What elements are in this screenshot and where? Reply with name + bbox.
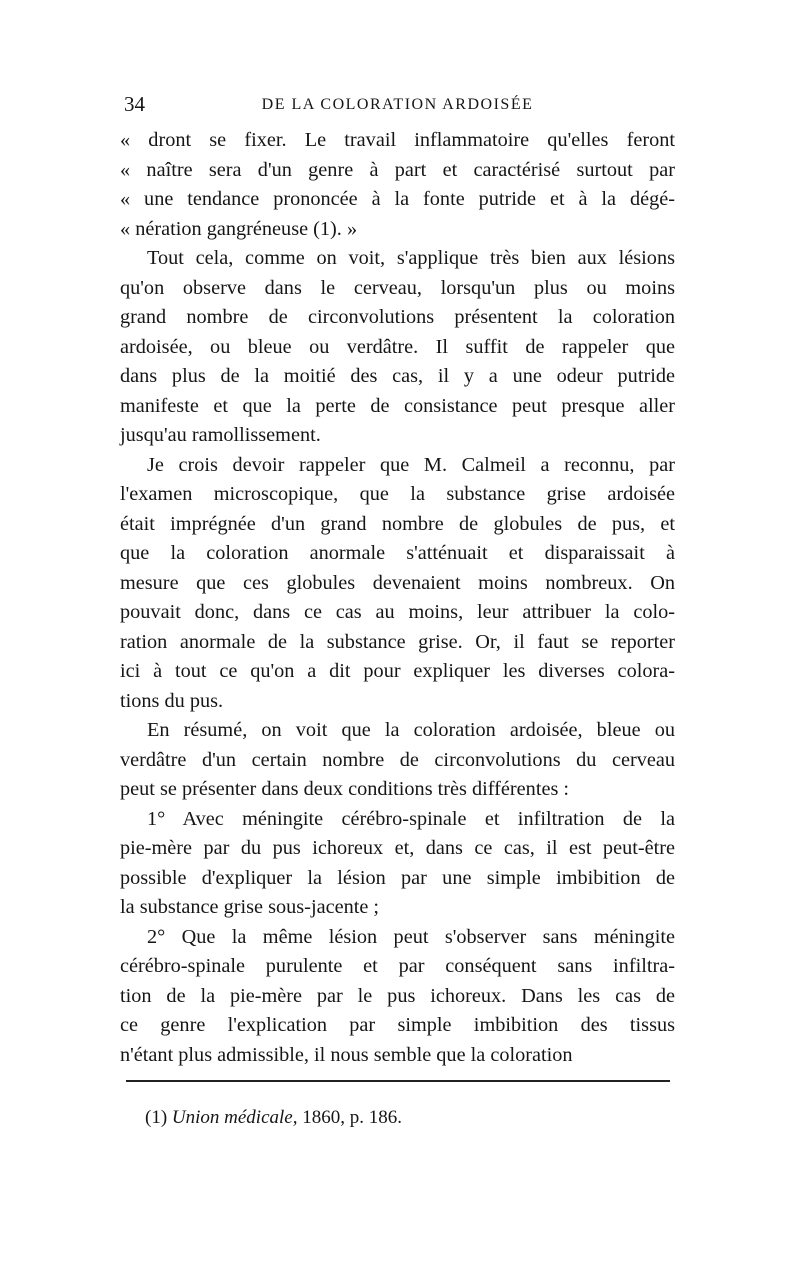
text-line: « nération gangréneuse (1). » [120, 217, 358, 240]
paragraph [120, 805, 675, 923]
footnote-rule [126, 1080, 670, 1082]
text-line: dans plus de la moitié des cas, il y a une odeur putride [120, 365, 675, 387]
text-line: peut se présenter dans deux conditions très différentes : [120, 778, 570, 800]
text-line: n'étant plus admissible, il nous semble que la coloration [120, 1043, 573, 1066]
footnote-citation: 1860, p. 186. [302, 1107, 402, 1128]
text-line: la substance grise sous-jacente ; [120, 896, 380, 918]
footnote-source: Union médicale, [171, 1107, 298, 1128]
text-line: En résumé, on voit que la coloration ardoisée, bleue ou [147, 719, 675, 741]
paragraph [120, 451, 675, 717]
page-header [120, 92, 675, 122]
page-number: 34 [124, 92, 145, 116]
text-line: manifeste et que la perte de consistance peut presque aller [120, 394, 675, 417]
text-line: était imprégnée d'un grand nombre de globules de pus, et [120, 512, 675, 535]
paragraph [120, 244, 675, 451]
text-line: l'examen microscopique, que la substance grise ardoisée [120, 483, 675, 505]
text-line: ration anormale de la substance grise. Or, il faut se reporter [120, 630, 675, 653]
paragraph [120, 716, 675, 805]
text-line: « naître sera d'un genre à part et caractérisé surtout par [120, 158, 675, 181]
text-line: « une tendance prononcée à la fonte putride et à la dégé- [120, 188, 675, 210]
text-line: verdâtre d'un certain nombre de circonvolutions du cerveau [120, 748, 675, 771]
text-line: jusqu'au ramollissement. [120, 424, 321, 446]
text-line: ce genre l'explication par simple imbibition des tissus [120, 1014, 675, 1036]
footnote [145, 1107, 402, 1129]
text-line: que la coloration anormale s'atténuait et disparaissait à [120, 542, 675, 564]
text-line: qu'on observe dans le cerveau, lorsqu'un plus ou moins [120, 276, 675, 299]
paragraph [120, 126, 675, 244]
page-body [120, 126, 675, 1070]
text-line: grand nombre de circonvolutions présentent la coloration [120, 306, 675, 328]
running-head: DE LA COLORATION ARDOISÉE [261, 96, 534, 113]
text-line: cérébro-spinale purulente et par conséquent sans infiltra- [120, 955, 675, 977]
text-line: tions du pus. [120, 689, 224, 712]
text-line: tion de la pie-mère par le pus ichoreux. Dans les cas de [120, 984, 675, 1007]
text-line: possible d'expliquer la lésion par une simple imbibition de [120, 866, 675, 889]
paragraph [120, 923, 675, 1071]
text-line: mesure que ces globules devenaient moins nombreux. On [120, 571, 675, 594]
text-line: ici à tout ce qu'on a dit pour expliquer les diverses colora- [120, 660, 675, 682]
text-line: Je crois devoir rappeler que M. Calmeil a reconnu, par [147, 453, 675, 476]
text-line: Tout cela, comme on voit, s'applique très bien aux lésions [147, 247, 675, 269]
text-line: pouvait donc, dans ce cas au moins, leur attribuer la colo- [120, 601, 675, 623]
footnote-marker: (1) [145, 1107, 168, 1128]
text-line: ardoisée, ou bleue ou verdâtre. Il suffit de rappeler que [120, 335, 675, 358]
text-line: « dront se fixer. Le travail inflammatoire qu'elles feront [120, 129, 675, 151]
text-line: 1° Avec méningite cérébro-spinale et infiltration de la [147, 807, 675, 830]
text-line: pie-mère par du pus ichoreux et, dans ce cas, il est peut-être [120, 837, 675, 859]
text-line: 2° Que la même lésion peut s'observer sans méningite [147, 925, 675, 948]
